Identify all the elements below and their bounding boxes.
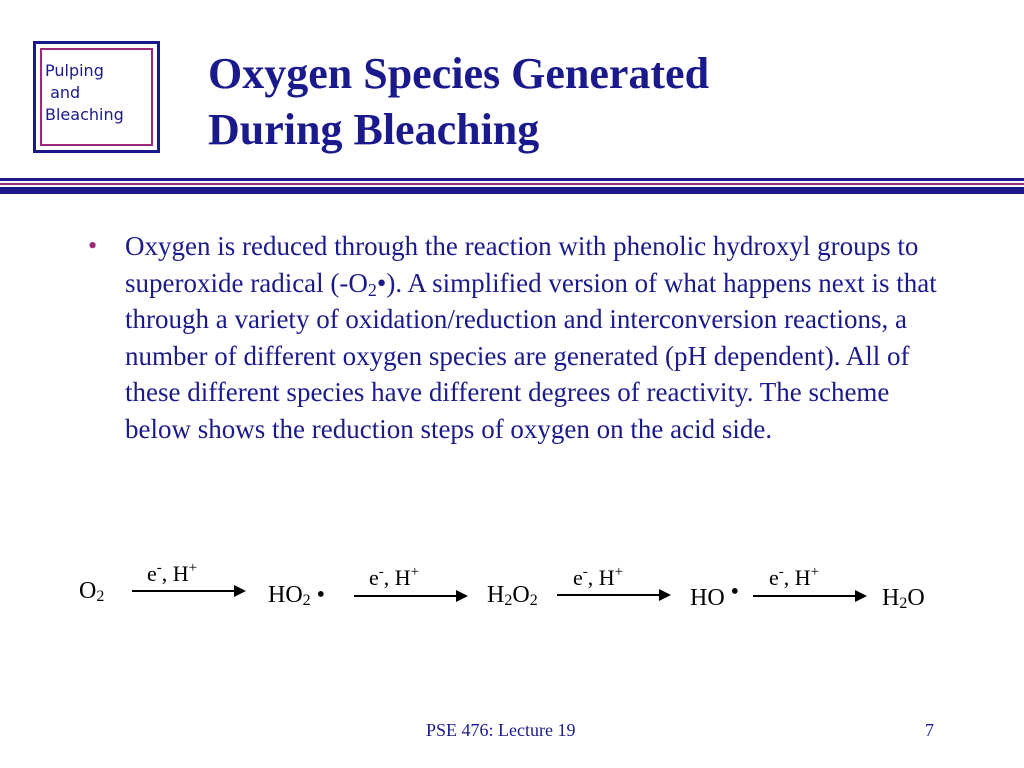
logo-line-2: and — [45, 83, 81, 102]
reagent-h: , H — [383, 565, 411, 590]
header-rule-top — [0, 178, 1024, 181]
reagent-e: e — [369, 565, 379, 590]
logo — [33, 41, 160, 153]
slide-title-line-1: Oxygen Species Generated — [208, 49, 710, 98]
species-h2o2 — [487, 582, 538, 608]
reaction-arrow-2 — [354, 595, 466, 597]
logo-text — [45, 60, 124, 126]
reagent-e-sup: - — [778, 564, 784, 580]
header-rule-bottom — [0, 187, 1024, 194]
species-h2o2-h: H — [487, 582, 505, 608]
species-ho-base: HO — [690, 585, 725, 611]
reagent-h: , H — [587, 565, 615, 590]
bullet-marker: • — [88, 231, 98, 260]
species-h2o-sub: 2 — [899, 595, 908, 612]
reagent-e: e — [769, 565, 779, 590]
species-o2 — [79, 578, 104, 604]
species-ho2-sub: 2 — [302, 592, 311, 609]
species-h2o-h: H — [882, 585, 900, 611]
species-o2-sub: 2 — [96, 588, 105, 605]
reagent-label-2 — [369, 566, 419, 590]
slide-title — [208, 46, 988, 158]
reagent-e-sup: - — [156, 560, 162, 576]
reagent-h-sup: + — [410, 564, 420, 580]
logo-line-3: Bleaching — [45, 105, 124, 124]
species-o2-base: O — [79, 578, 97, 604]
radical-dot: • — [316, 582, 326, 608]
reagent-e: e — [573, 565, 583, 590]
header-rule-middle — [0, 183, 1024, 185]
bullet-text-part-2: •). A simplified version of what happens next is that through a variety of oxidation/reduction and interconversion reactions, a number of different oxygen species are generated (pH dependent). All of these different species have different degrees of reactivity. The scheme below shows the reduction steps of oxygen on the acid side. — [125, 267, 937, 444]
reaction-arrow-4 — [753, 595, 865, 597]
species-h2o2-sub2: 2 — [529, 592, 538, 609]
species-h2o — [882, 585, 925, 611]
reagent-h-sup: + — [810, 564, 820, 580]
logo-line-1: Pulping — [45, 61, 104, 80]
reaction-arrow-3 — [557, 594, 669, 596]
reagent-e: e — [147, 561, 157, 586]
reagent-h-sup: + — [188, 560, 198, 576]
species-ho2-base: HO — [268, 582, 303, 608]
reaction-scheme — [0, 545, 1024, 625]
species-h2o2-sub1: 2 — [504, 592, 513, 609]
reagent-label-3 — [573, 566, 623, 590]
reagent-label-1 — [147, 562, 197, 586]
footer-page-number: 7 — [925, 720, 934, 740]
slide-title-line-2: During Bleaching — [208, 105, 540, 154]
species-ho-radical — [690, 579, 740, 611]
footer-lecture-label: PSE 476: Lecture 19 — [426, 720, 576, 740]
radical-dot: • — [730, 579, 740, 605]
bullet-text-subscript: 2 — [367, 279, 377, 300]
reagent-e-sup: - — [582, 564, 588, 580]
reaction-arrow-1 — [132, 590, 244, 592]
bullet-text-part-1: Oxygen is reduced through the reaction with phenolic hydroxyl groups to superoxide radical (-O — [125, 231, 919, 298]
reagent-h: , H — [161, 561, 189, 586]
species-ho2-radical — [268, 582, 325, 608]
species-h2o-o: O — [907, 585, 925, 611]
reagent-h-sup: + — [614, 564, 624, 580]
species-h2o2-o: O — [512, 582, 530, 608]
reagent-label-4 — [769, 566, 819, 590]
bullet-text — [125, 228, 940, 447]
reagent-h: , H — [783, 565, 811, 590]
reagent-e-sup: - — [378, 564, 384, 580]
